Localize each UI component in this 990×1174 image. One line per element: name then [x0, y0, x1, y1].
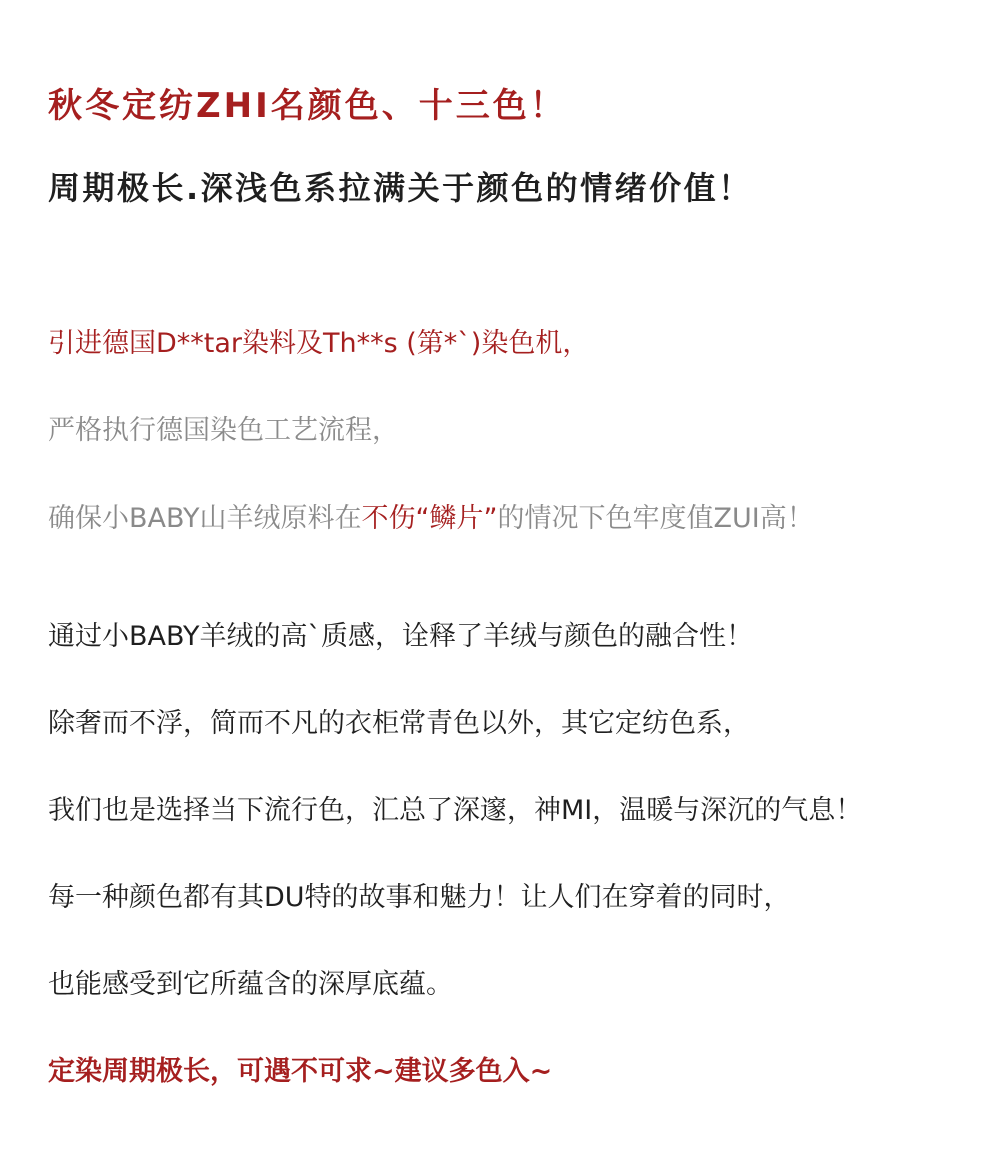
description-line-1: 通过小BABY羊绒的高`质感，诠释了羊绒与颜色的融合性！: [48, 621, 754, 652]
description-line-4: 每一种颜色都有其DU特的故事和魅力！让人们在穿着的同时，: [48, 882, 791, 913]
description-line-3: 我们也是选择当下流行色，汇总了深邃，神MI，温暖与深沉的气息！: [48, 795, 863, 826]
closing-callout: 定染周期极长，可遇不可求~建议多色入~: [48, 1056, 553, 1087]
heading-subtitle: 周期极长.深浅色系拉满关于颜色的情绪价值！: [48, 169, 753, 207]
description-line-2: 除奢而不浮，简而不凡的衣柜常青色以外，其它定纺色系，: [48, 708, 750, 739]
description-line-5: 也能感受到它所蕴含的深厚底蕴。: [48, 969, 453, 1000]
craft-quality-suffix: 的情况下色牢度值ZUI高！: [497, 503, 814, 534]
heading-title: 秋冬定纺ZHI名颜色、十三色！: [48, 86, 567, 126]
craft-process-text: 严格执行德国染色工艺流程，: [48, 415, 399, 446]
craft-quality-text: [48, 499, 814, 539]
craft-quality-prefix: 确保小BABY山羊绒原料在: [48, 503, 362, 534]
craft-quality-highlight: 不伤“鳞片”: [361, 503, 498, 534]
craft-dye-import-text: 引进德国D**tar染料及Th**s (第*`)染色机，: [48, 328, 590, 359]
